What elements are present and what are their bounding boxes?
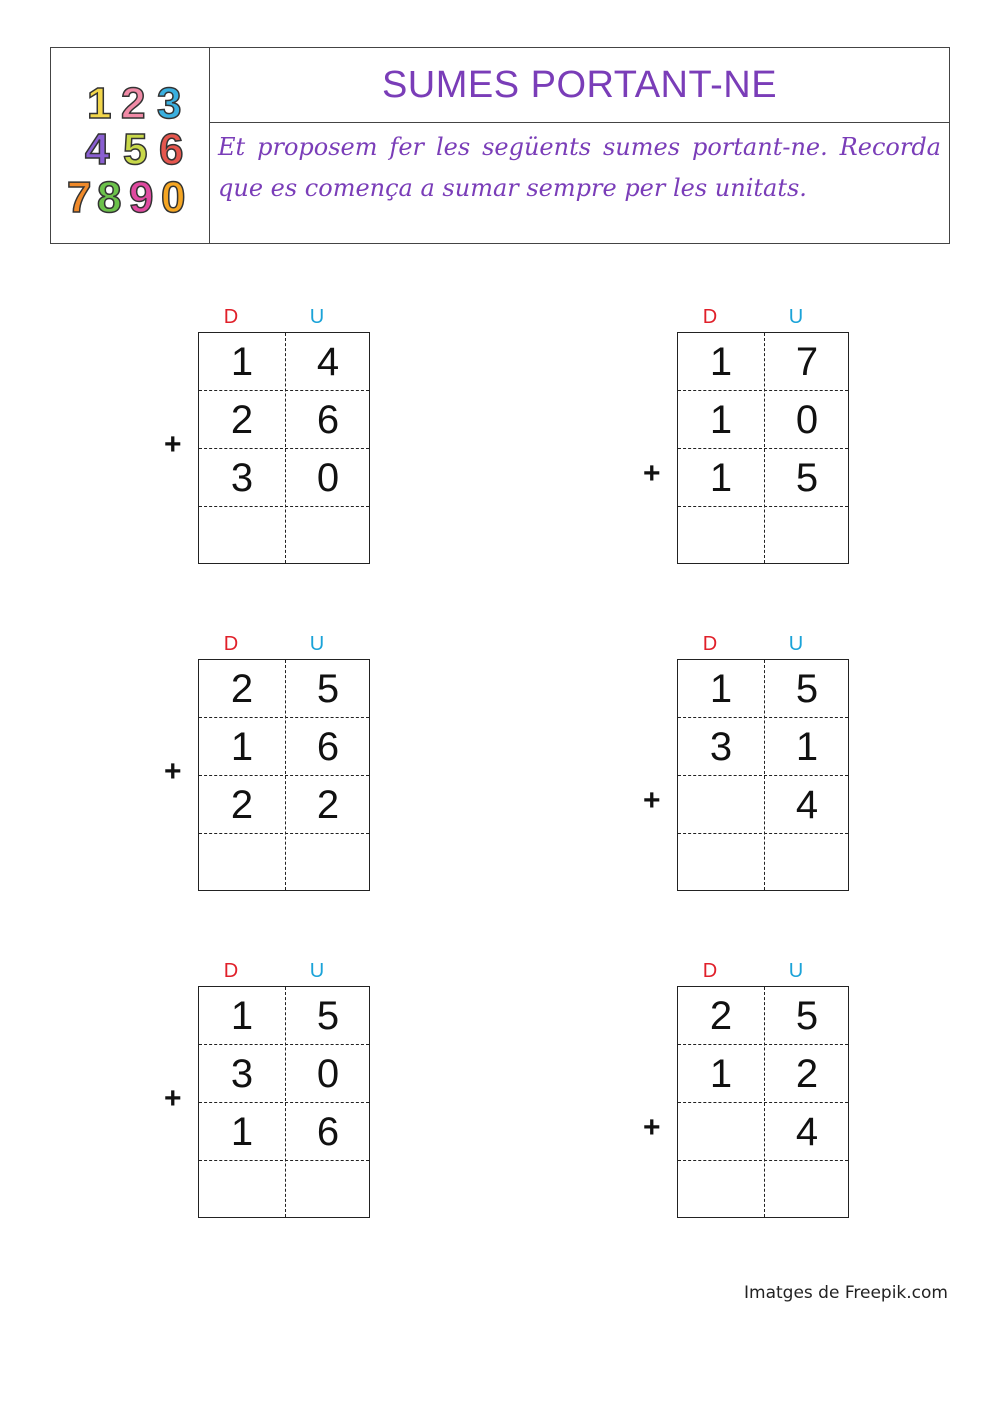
svg-text:1: 1 <box>87 79 112 128</box>
units-digit: 0 <box>795 397 819 442</box>
tens-label: D <box>223 306 239 328</box>
units-digit: 0 <box>316 1051 340 1096</box>
units-label: U <box>788 960 804 982</box>
tens-digit <box>678 776 764 834</box>
image-credit: Imatges de Freepik.com <box>744 1283 948 1303</box>
svg-text:7: 7 <box>67 173 92 216</box>
tens-digit: 1 <box>709 455 733 500</box>
addition-grid <box>198 986 370 1218</box>
units-digit: 5 <box>316 993 340 1038</box>
addition-grid <box>677 332 849 564</box>
plus-sign: + <box>164 428 182 461</box>
tens-digit: 1 <box>230 1109 254 1154</box>
tens-digit: 1 <box>230 724 254 769</box>
svg-text:8: 8 <box>97 173 122 216</box>
answer-units-cell[interactable] <box>764 1161 850 1219</box>
plus-sign: + <box>164 1082 182 1115</box>
tens-digit: 3 <box>230 455 254 500</box>
units-digit: 4 <box>795 782 819 827</box>
units-label: U <box>309 306 325 328</box>
svg-text:4: 4 <box>85 125 110 174</box>
tens-label: D <box>223 633 239 655</box>
tens-digit: 2 <box>230 782 254 827</box>
answer-tens-cell[interactable] <box>678 507 764 565</box>
header-box <box>50 47 950 244</box>
tens-digit: 1 <box>230 339 254 384</box>
units-digit: 5 <box>316 666 340 711</box>
units-digit: 7 <box>795 339 819 384</box>
units-digit: 4 <box>316 339 340 384</box>
tens-digit: 1 <box>709 666 733 711</box>
units-digit: 2 <box>795 1051 819 1096</box>
tens-digit: 1 <box>709 397 733 442</box>
tens-label: D <box>223 960 239 982</box>
addition-grid <box>198 659 370 891</box>
svg-text:0: 0 <box>161 173 186 216</box>
tens-label: D <box>702 306 718 328</box>
answer-tens-cell[interactable] <box>199 507 285 565</box>
numbers-logo <box>51 48 210 243</box>
units-label: U <box>309 633 325 655</box>
units-label: U <box>788 306 804 328</box>
svg-text:3: 3 <box>157 79 182 128</box>
answer-units-cell[interactable] <box>285 834 371 892</box>
svg-text:5: 5 <box>123 125 148 174</box>
units-digit: 5 <box>795 455 819 500</box>
addition-problem-5 <box>150 960 380 1230</box>
addition-problem-3 <box>150 633 380 903</box>
plus-sign: + <box>643 457 661 490</box>
instruction-text: Et proposem fer les següents sumes portant-ne. Recorda que es comença a sumar sempre per les unitats. <box>218 133 941 202</box>
title-cell <box>210 48 949 123</box>
page-title: SUMES PORTANT-NE <box>381 63 778 106</box>
units-label: U <box>309 960 325 982</box>
units-digit: 4 <box>795 1109 819 1154</box>
answer-tens-cell[interactable] <box>678 834 764 892</box>
answer-tens-cell[interactable] <box>678 1161 764 1219</box>
addition-grid <box>677 659 849 891</box>
colorful-numbers-icon <box>63 76 199 216</box>
svg-text:9: 9 <box>129 173 154 216</box>
tens-digit: 1 <box>709 339 733 384</box>
instruction-cell <box>210 123 949 243</box>
units-digit: 5 <box>795 993 819 1038</box>
answer-units-cell[interactable] <box>285 1161 371 1219</box>
units-digit: 0 <box>316 455 340 500</box>
tens-digit: 3 <box>230 1051 254 1096</box>
answer-tens-cell[interactable] <box>199 1161 285 1219</box>
plus-sign: + <box>643 784 661 817</box>
addition-grid <box>198 332 370 564</box>
tens-digit: 3 <box>709 724 733 769</box>
units-digit: 6 <box>316 397 340 442</box>
addition-problem-2 <box>629 306 859 576</box>
units-digit: 6 <box>316 1109 340 1154</box>
addition-grid <box>677 986 849 1218</box>
answer-tens-cell[interactable] <box>199 834 285 892</box>
addition-problem-1 <box>150 306 380 576</box>
addition-problem-4 <box>629 633 859 903</box>
answer-units-cell[interactable] <box>764 834 850 892</box>
plus-sign: + <box>164 755 182 788</box>
tens-digit: 2 <box>709 993 733 1038</box>
addition-problem-6 <box>629 960 859 1230</box>
units-digit: 1 <box>795 724 819 769</box>
units-digit: 5 <box>795 666 819 711</box>
tens-label: D <box>702 633 718 655</box>
answer-units-cell[interactable] <box>764 507 850 565</box>
svg-text:2: 2 <box>121 79 146 128</box>
tens-label: D <box>702 960 718 982</box>
units-label: U <box>788 633 804 655</box>
svg-text:6: 6 <box>159 125 184 174</box>
tens-digit: 1 <box>230 993 254 1038</box>
tens-digit: 2 <box>230 397 254 442</box>
answer-units-cell[interactable] <box>285 507 371 565</box>
plus-sign: + <box>643 1111 661 1144</box>
units-digit: 2 <box>316 782 340 827</box>
tens-digit: 1 <box>709 1051 733 1096</box>
units-digit: 6 <box>316 724 340 769</box>
tens-digit: 2 <box>230 666 254 711</box>
tens-digit <box>678 1103 764 1161</box>
